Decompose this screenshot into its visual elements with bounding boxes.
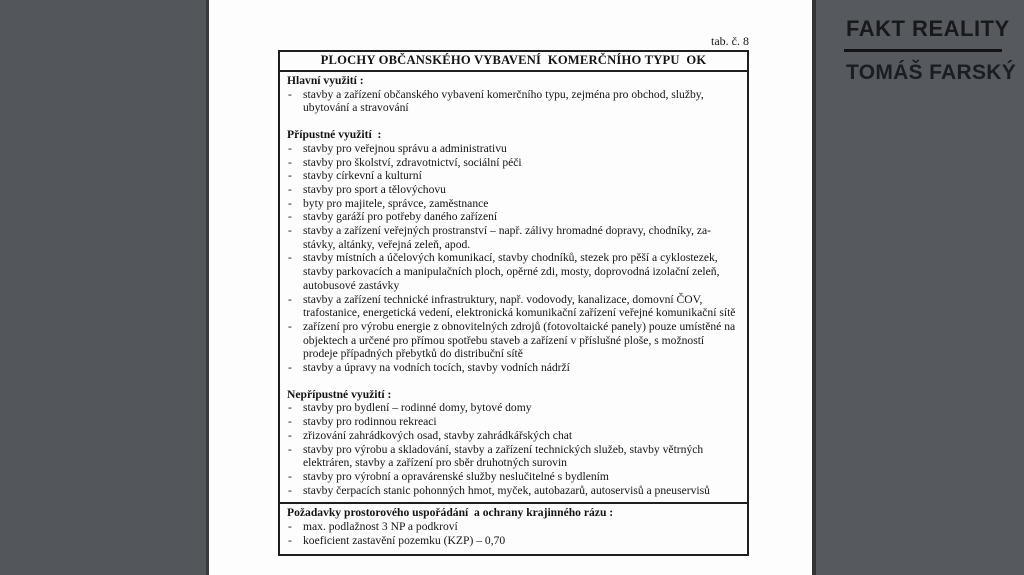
list-item-text: stavby garáží pro potřeby daného zařízení <box>303 210 498 224</box>
list-item-text: stavby a zařízení občanského vybavení komerčního typu, zejména pro obchod, služby, ubytování a stravování <box>303 87 704 115</box>
agent-name: TOMÁŠ FARSKÝ <box>846 61 1017 84</box>
list-item <box>287 443 741 470</box>
list-item <box>287 534 741 548</box>
list-item <box>287 88 741 115</box>
list-item-text: stavby pro výrobní a opravárenské služby neslučitelné s bydlením <box>303 469 609 483</box>
zoning-table <box>278 50 749 556</box>
list-item <box>287 197 741 211</box>
bullet-dash: - <box>288 196 292 210</box>
bullet-dash: - <box>288 520 292 534</box>
bullet-dash: - <box>288 361 292 375</box>
bullet-dash: - <box>288 401 292 415</box>
list-item <box>287 142 741 156</box>
list-item-text: stavby místních a účelových komunikací, stavby chodníků, stezek pro pěší a cyklostezek, stavby parkovacích a manipulačních ploch, opěrné zdi, mosty, doprovodná izolační zeleň, autobusové zastávky <box>303 251 720 292</box>
section-heading: Požadavky prostorového uspořádání a ochrany krajinného rázu : <box>287 506 614 520</box>
bullet-dash: - <box>288 292 292 306</box>
list-item <box>287 224 741 251</box>
section-heading: Přípustné využití : <box>287 128 382 142</box>
list-item <box>287 470 741 484</box>
table-footer-section <box>280 502 747 553</box>
bullet-dash: - <box>288 428 292 442</box>
list-item <box>287 169 741 183</box>
brand-divider <box>844 49 1002 52</box>
document-content <box>209 34 749 556</box>
list-item-text: stavby pro výrobu a skladování, stavby a zařízení technických služeb, stavby větrných elektráren, stavby a zařízení pro sběr druhotných surovin <box>303 442 704 470</box>
list-item <box>287 183 741 197</box>
list-item <box>287 320 741 361</box>
list-item <box>287 293 741 320</box>
bullet-dash: - <box>288 224 292 238</box>
bullet-dash: - <box>288 469 292 483</box>
list-item-text: stavby pro rodinnou rekreaci <box>303 415 437 429</box>
bullet-dash: - <box>288 155 292 169</box>
bullet-dash: - <box>288 483 292 497</box>
table-body <box>280 72 747 502</box>
section-heading: Nepřípustné využití : <box>287 387 392 401</box>
list-item-text: stavby pro školství, zdravotnictví, sociální péči <box>303 155 522 169</box>
list-item-text: max. podlažnost 3 NP a podkroví <box>303 520 458 534</box>
list-item-text: stavby pro bydlení – rodinné domy, bytové domy <box>303 401 532 415</box>
list-item-text: stavby a zařízení technické infrastruktury, např. vodovody, kanalizace, domovní ČOV, trafostanice, energetická vedení, elektronická komunikační zařízení veřejné komunikační sítě <box>303 292 736 320</box>
list-item-text: stavby církevní a kulturní <box>303 169 422 183</box>
brand-sidebar <box>816 0 1024 575</box>
section-heading: Hlavní využití : <box>287 74 364 87</box>
list-item <box>287 429 741 443</box>
bullet-dash: - <box>288 533 292 547</box>
table-title: PLOCHY OBČANSKÉHO VYBAVENÍ KOMERČNÍHO TYPU OK <box>280 52 747 72</box>
section <box>287 388 741 498</box>
list-item-text: stavby pro sport a tělovýchovu <box>303 182 446 196</box>
bullet-dash: - <box>288 169 292 183</box>
list-item <box>287 210 741 224</box>
list-item <box>287 484 741 498</box>
bullet-dash: - <box>288 182 292 196</box>
list-item-text: stavby a úpravy na vodních tocích, stavby vodních nádrží <box>303 361 570 375</box>
list-item <box>287 156 741 170</box>
bullet-dash: - <box>288 251 292 265</box>
list-item-text: zřizování zahrádkových osad, stavby zahrádkářských chat <box>303 428 573 442</box>
document-page <box>206 0 816 575</box>
list-item-text: zařízení pro výrobu energie z obnovitelných zdrojů (fotovoltaické panely) pouze umístěné na objektech a určené pro přímou spotřebu staveb a zařízení v příslušné ploše, s možností prodeje případných přebytků do distribuční sítě <box>303 319 736 361</box>
bullet-dash: - <box>288 87 292 101</box>
list-item-text: byty pro majitele, správce, zaměstnance <box>303 196 489 210</box>
bullet-dash: - <box>288 319 292 333</box>
table-number-label: tab. č. 8 <box>711 34 749 48</box>
bullet-dash: - <box>288 210 292 224</box>
section <box>287 506 741 547</box>
brand-name: FAKT REALITY <box>846 16 1010 41</box>
list-item <box>287 361 741 375</box>
bullet-dash: - <box>288 415 292 429</box>
list-item-text: stavby pro veřejnou správu a administrativu <box>303 141 507 155</box>
list-item <box>287 251 741 292</box>
bullet-dash: - <box>288 442 292 456</box>
list-item <box>287 415 741 429</box>
bullet-dash: - <box>288 141 292 155</box>
list-item-text: stavby a zařízení veřejných prostranství – např. zálivy hromadné dopravy, chodníky, za-stávky, altánky, veřejná zeleň, apod. <box>303 224 711 251</box>
list-item <box>287 520 741 534</box>
list-item-text: stavby čerpacích stanic pohonných hmot, myček, autobazarů, autoservisů a pneuservisů <box>303 483 710 497</box>
list-item-text: koeficient zastavění pozemku (KZP) – 0,70 <box>303 533 506 547</box>
section <box>287 74 741 115</box>
section <box>287 128 741 375</box>
list-item <box>287 401 741 415</box>
